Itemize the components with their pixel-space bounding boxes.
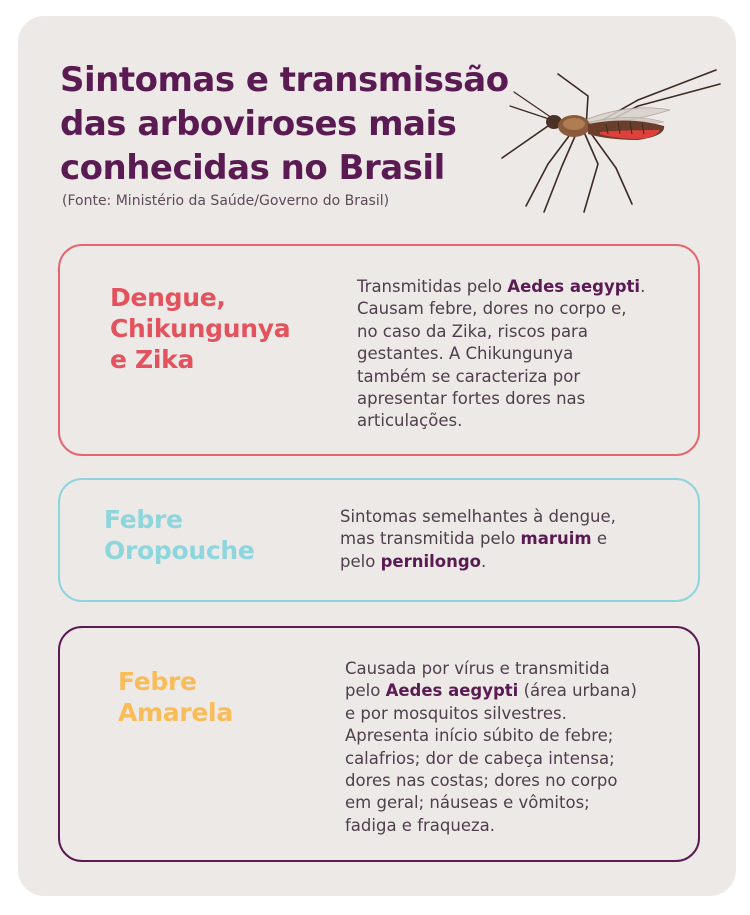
vector-name: maruim (520, 529, 592, 549)
disease-name-line: e Zika (110, 345, 195, 374)
description-line (345, 680, 637, 702)
description-line (340, 528, 616, 550)
description-line: também se caracteriza por (357, 366, 581, 386)
disease-name-line: Dengue, (110, 283, 226, 312)
description-line: calafrios; dor de cabeça intensa; (345, 748, 615, 768)
disease-description-febre-amarela (345, 658, 637, 837)
description-text: e (591, 529, 608, 549)
disease-name-line: Febre (118, 667, 197, 696)
disease-name-febre-amarela (118, 666, 233, 728)
description-text: . (640, 277, 646, 296)
description-line (340, 551, 616, 573)
description-text: Transmitidas pelo (357, 277, 508, 296)
disease-name-oropouche (104, 504, 255, 566)
description-line: Causada por vírus e transmitida (345, 659, 610, 678)
description-line: dores nas costas; dores no corpo (345, 771, 618, 791)
disease-name-line: Chikungunya (110, 314, 291, 343)
description-text: (área urbana) (518, 681, 637, 701)
vector-name: pernilongo (380, 551, 481, 571)
description-text: mas transmitida pelo (340, 529, 521, 549)
disease-name-line: Oropouche (104, 536, 255, 565)
description-line: em geral; náuseas e vômitos; (345, 793, 590, 813)
description-text: pelo (340, 551, 381, 571)
title-line: Sintomas e transmissão (60, 60, 509, 100)
description-line: Sintomas semelhantes à dengue, (340, 507, 616, 526)
description-line: e por mosquitos silvestres. (345, 703, 567, 723)
description-line: Causam febre, dores no corpo e, (357, 299, 627, 319)
disease-description-dengue (357, 276, 645, 433)
disease-name-dengue (110, 282, 290, 375)
description-line: fadiga e fraqueza. (345, 815, 496, 835)
title-line: das arboviroses mais (60, 104, 457, 144)
page-title (60, 58, 530, 190)
description-line: gestantes. A Chikungunya (357, 344, 574, 364)
description-text: pelo (345, 681, 386, 701)
title-line: conhecidas no Brasil (60, 148, 445, 188)
description-line: Apresenta início súbito de febre; (345, 726, 614, 746)
description-line: apresentar fortes dores nas (357, 389, 586, 409)
description-line (357, 276, 645, 298)
description-text: . (481, 551, 487, 571)
vector-name: Aedes aegypti (507, 277, 641, 296)
description-line: articulações. (357, 411, 463, 431)
disease-description-oropouche (340, 506, 616, 573)
description-line: no caso da Zika, riscos para (357, 321, 588, 341)
disease-name-line: Febre (104, 505, 183, 534)
mosquito-illustration (488, 66, 728, 216)
source-note: (Fonte: Ministério da Saúde/Governo do Brasil) (62, 193, 390, 209)
disease-name-line: Amarela (118, 698, 233, 727)
vector-name: Aedes aegypti (385, 681, 519, 701)
